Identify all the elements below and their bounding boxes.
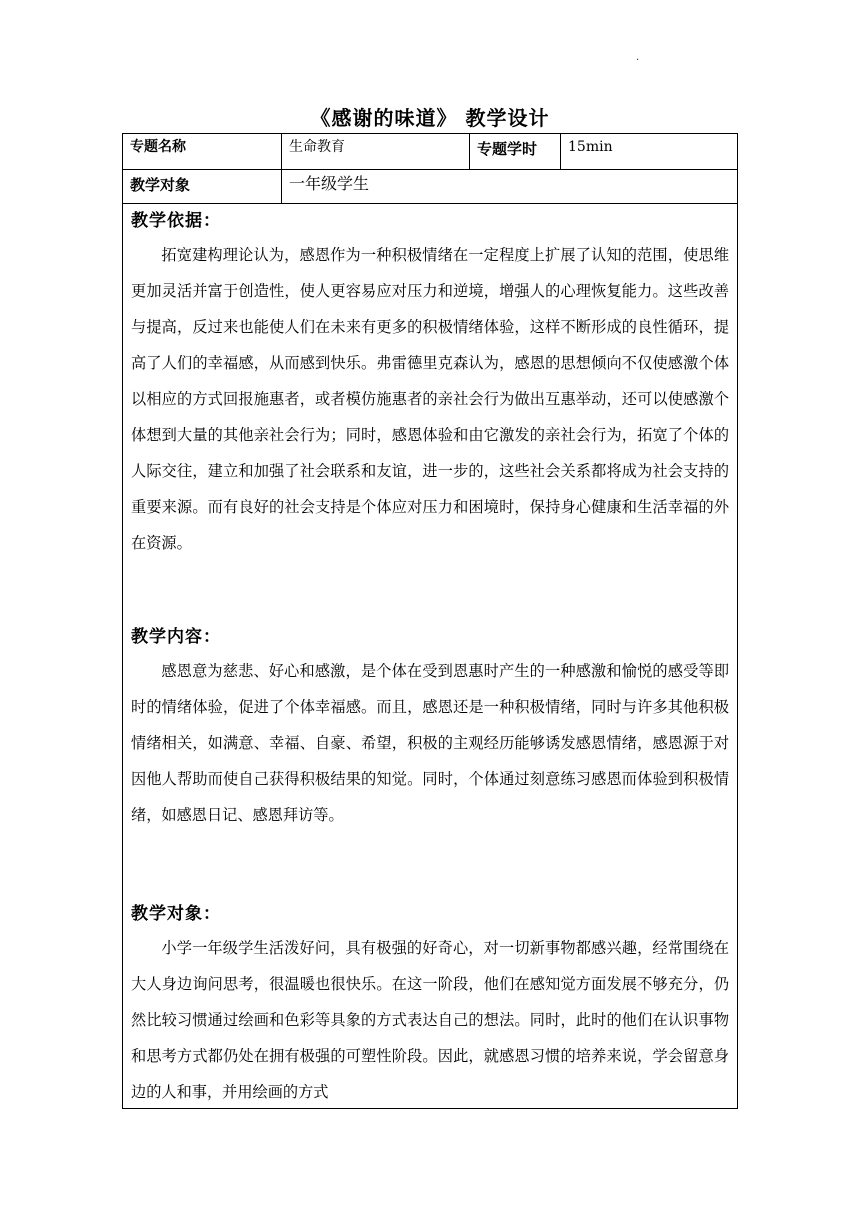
topic-hours-label: 专题学时 bbox=[477, 140, 538, 158]
audience-label: 教学对象 bbox=[130, 176, 191, 194]
section-paragraph: 拓宽建构理论认为，感恩作为一种积极情绪在一定程度上扩展了认知的范围，使思维更加灵活并富于创造性，使人更容易应对压力和逆境，增强人的心理恢复能力。这些改善与提高，反过来也能使人们在未来有更多的积极情绪体验，这样不断形成的良性循环，提高了人们的幸福感，从而感到快乐。弗雷德里克森认为，感恩的思想倾向不仅使感激个体以相应的方式回报施惠者，或者模仿施惠者的亲社会行为做出互惠举动，还可以使感激个体想到大量的其他亲社会行为；同时，感恩体验和由它激发的亲社会行为，拓宽了个体的人际交往，建立和加强了社会联系和友谊，进一步的，这些社会关系都将成为社会支持的重要来源。而有良好的社会支持是个体应对压力和困境时，保持身心健康和生活幸福的外在资源。 bbox=[131, 246, 729, 552]
table-row-audience bbox=[123, 170, 737, 204]
section-teaching-content bbox=[131, 624, 729, 833]
section-heading: 教学依据： bbox=[131, 211, 221, 231]
audience-value-cell bbox=[281, 170, 737, 203]
section-heading: 教学对象： bbox=[131, 904, 221, 924]
topic-hours-value-cell bbox=[560, 134, 737, 169]
section-heading: 教学内容： bbox=[131, 627, 221, 647]
topic-name-value: 生命教育 bbox=[289, 139, 345, 155]
lesson-plan-table bbox=[122, 133, 738, 1109]
topic-hours-label-cell bbox=[469, 134, 560, 169]
section-paragraph: 小学一年级学生活泼好问，具有极强的好奇心，对一切新事物都感兴趣，经常围绕在大人身边询问思考，很温暖也很快乐。在这一阶段，他们在感知觉方面发展不够充分，仍然比较习惯通过绘画和色彩等具象的方式表达自己的想法。同时，此时的他们在认识事物和思考方式都仍处在拥有极强的可塑性阶段。因此，就感恩习惯的培养来说，学会留意身边的人和事，并用绘画的方式 bbox=[131, 939, 729, 1101]
topic-hours-value: 15min bbox=[568, 139, 613, 155]
topic-name-value-cell bbox=[281, 134, 469, 169]
audience-value: 一年级学生 bbox=[289, 174, 370, 193]
table-row-topic bbox=[123, 134, 737, 170]
document-title: 《感谢的味道》 教学设计 bbox=[310, 106, 550, 130]
topic-name-label: 专题名称 bbox=[130, 139, 186, 155]
page-mark: · bbox=[636, 55, 640, 66]
section-paragraph: 感恩意为慈悲、好心和感激，是个体在受到恩惠时产生的一种感激和愉悦的感受等即时的情绪体验，促进了个体幸福感。而且，感恩还是一种积极情绪，同时与许多其他积极情绪相关，如满意、幸福、自豪、希望，积极的主观经历能够诱发感恩情绪，感恩源于对因他人帮助而使自己获得积极结果的知觉。同时，个体通过刻意练习感恩而体验到积极情绪，如感恩日记、感恩拜访等。 bbox=[131, 662, 729, 824]
topic-name-label-cell bbox=[123, 134, 281, 169]
audience-label-cell bbox=[123, 170, 281, 203]
section-teaching-basis bbox=[131, 208, 729, 561]
section-teaching-audience bbox=[131, 901, 729, 1110]
table-body-content bbox=[123, 204, 737, 1108]
